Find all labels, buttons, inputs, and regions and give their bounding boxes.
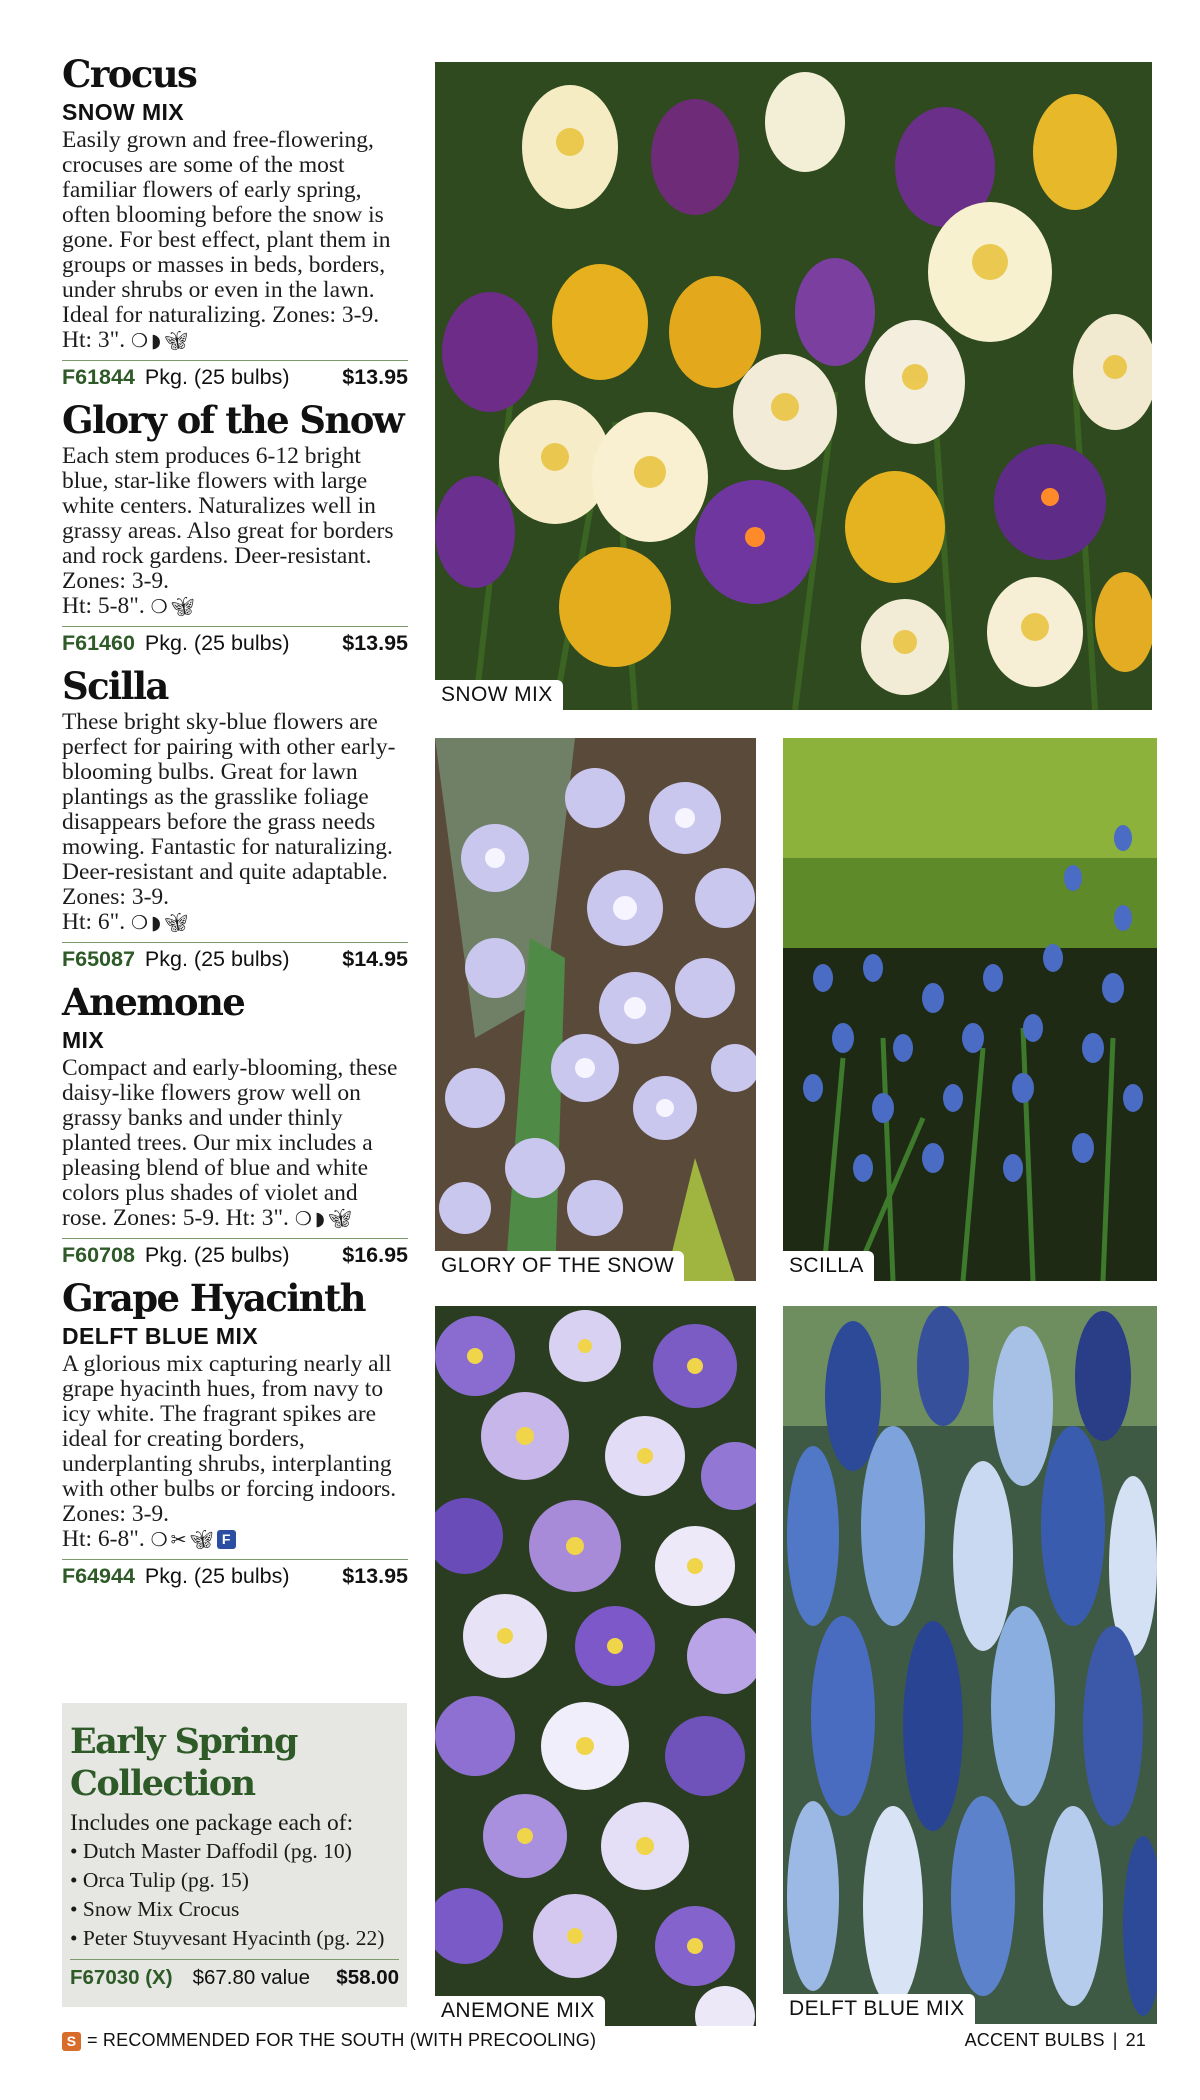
fragrant-badge-icon: F bbox=[217, 1530, 236, 1549]
package-size: Pkg. (25 bulbs) bbox=[144, 631, 290, 655]
package-size: Pkg. (25 bulbs) bbox=[144, 947, 290, 971]
product-grape-hyacinth bbox=[62, 1276, 408, 1597]
description-text: Each stem produces 6-12 bright blue, star-like flowers with large white centers. Naturalizes well in grassy areas. Also great for borders and rock gardens. Deer-resistant. Zones: 3-9. bbox=[62, 443, 394, 594]
half-sun-icon: ◗ bbox=[151, 912, 165, 934]
price: $13.95 bbox=[342, 365, 408, 389]
footer-legend bbox=[62, 2030, 596, 2051]
price: $13.95 bbox=[342, 1564, 408, 1588]
description-text: Easily grown and free-flowering, crocuses are some of the most familiar flowers of early spring, often blooming before the snow is gone. For best effect, plant them in groups or masses in beds, borders, under shrubs or even in the lawn. Ideal for naturalizing. Zones: 3-9. bbox=[62, 127, 391, 328]
description-text: These bright sky-blue flowers are perfect for pairing with other early-blooming bulbs. Great for lawn plantings as the grasslike foliage disappears before the grass needs mowing. Fantastic for naturalizing. Deer-resistant and quite adaptable. Zones: 3-9. bbox=[62, 709, 396, 910]
sku: F67030 (X) bbox=[70, 1966, 173, 1989]
scissors-icon: ✂ bbox=[170, 1529, 190, 1551]
south-badge-icon: S bbox=[62, 2032, 81, 2051]
product-subtitle: SNOW MIX bbox=[62, 99, 185, 125]
anemone-image bbox=[435, 1306, 756, 2026]
butterfly-icon: 🦋︎ bbox=[170, 596, 198, 618]
product-description bbox=[62, 1056, 408, 1232]
sun-icon: ❍ bbox=[131, 330, 152, 352]
product-description bbox=[62, 444, 408, 620]
product-description bbox=[62, 128, 408, 354]
description-text: Compact and early-blooming, these daisy-like flowers grow well on grassy banks and under thinly planted trees. Our mix includes a pleasing blend of blue and white colors plus shades of violet and rose. Zones: 5-9. Ht: 3". bbox=[62, 1055, 398, 1231]
sku: F64944 bbox=[62, 1564, 135, 1588]
anemone-mix-photo bbox=[435, 1306, 756, 2026]
growing-icons bbox=[131, 330, 191, 352]
sku: F65087 bbox=[62, 947, 135, 971]
half-sun-icon: ◗ bbox=[314, 1208, 328, 1230]
collection-title: Early Spring Collection bbox=[70, 1721, 298, 1804]
section-name: ACCENT BULBS bbox=[964, 2030, 1105, 2050]
butterfly-icon: 🦋︎ bbox=[164, 912, 192, 934]
half-sun-icon: ◗ bbox=[151, 330, 165, 352]
product-glory-of-the-snow bbox=[62, 398, 408, 664]
growing-icons bbox=[295, 1208, 355, 1230]
product-title: Glory of the Snow bbox=[62, 398, 404, 442]
order-row bbox=[62, 942, 408, 980]
photo-caption: SNOW MIX bbox=[435, 680, 563, 710]
legend-text: = RECOMMENDED FOR THE SOUTH (WITH PRECOOLING) bbox=[87, 2030, 597, 2050]
grape-hyacinth-image bbox=[783, 1306, 1157, 2024]
collection-order-row bbox=[70, 1959, 399, 1990]
package-size: Pkg. (25 bulbs) bbox=[144, 1564, 290, 1588]
height-text: Ht: 6". bbox=[62, 909, 126, 935]
photo-caption: SCILLA bbox=[783, 1251, 874, 1281]
early-spring-collection bbox=[62, 1703, 407, 2007]
product-crocus bbox=[62, 52, 408, 398]
growing-icons bbox=[151, 1529, 236, 1551]
height-text: Ht: 5-8". bbox=[62, 593, 145, 619]
snow-mix-photo bbox=[435, 62, 1152, 710]
product-anemone bbox=[62, 980, 408, 1276]
photo-caption: ANEMONE MIX bbox=[435, 1996, 605, 2026]
sku: F61844 bbox=[62, 365, 135, 389]
footer-page-info bbox=[965, 2030, 1146, 2051]
package-size: Pkg. (25 bulbs) bbox=[144, 365, 290, 389]
butterfly-icon: 🦋︎ bbox=[327, 1208, 355, 1230]
scilla-image bbox=[783, 738, 1157, 1281]
photo-caption: DELFT BLUE MIX bbox=[783, 1994, 975, 2024]
collection-item: • Peter Stuyvesant Hyacinth (pg. 22) bbox=[70, 1924, 399, 1953]
delft-blue-mix-photo bbox=[783, 1306, 1157, 2024]
growing-icons bbox=[151, 596, 198, 618]
butterfly-icon: 🦋︎ bbox=[189, 1529, 217, 1551]
description-text: A glorious mix capturing nearly all grape hyacinth hues, from navy to icy white. The fragrant spikes are ideal for creating borders, underplanting shrubs, interplanting with other bulbs or forcing indoors. Zones: 3-9. bbox=[62, 1351, 397, 1527]
product-title: Crocus bbox=[62, 52, 197, 96]
growing-icons bbox=[131, 912, 191, 934]
product-description bbox=[62, 710, 408, 936]
butterfly-icon: 🦋︎ bbox=[164, 330, 192, 352]
divider: | bbox=[1112, 2030, 1118, 2050]
glory-of-the-snow-image bbox=[435, 738, 756, 1281]
photo-caption: GLORY OF THE SNOW bbox=[435, 1251, 684, 1281]
sun-icon: ❍ bbox=[150, 1529, 171, 1551]
package-size: Pkg. (25 bulbs) bbox=[144, 1243, 290, 1267]
crocus-image bbox=[435, 62, 1152, 710]
height-text: Ht: 3". bbox=[62, 327, 126, 353]
glory-of-the-snow-photo bbox=[435, 738, 756, 1281]
collection-items bbox=[70, 1837, 399, 1953]
price: $14.95 bbox=[342, 947, 408, 971]
height-text: Ht: 6-8". bbox=[62, 1526, 145, 1552]
order-row bbox=[62, 1559, 408, 1597]
sku: F61460 bbox=[62, 631, 135, 655]
scilla-photo bbox=[783, 738, 1157, 1281]
product-subtitle: DELFT BLUE MIX bbox=[62, 1323, 258, 1349]
sun-icon: ❍ bbox=[131, 912, 152, 934]
product-title: Scilla bbox=[62, 664, 168, 708]
product-description bbox=[62, 1352, 408, 1553]
sun-icon: ❍ bbox=[150, 596, 171, 618]
collection-item: • Orca Tulip (pg. 15) bbox=[70, 1866, 399, 1895]
product-list bbox=[62, 52, 408, 1597]
product-subtitle: MIX bbox=[62, 1027, 105, 1053]
price: $16.95 bbox=[342, 1243, 408, 1267]
order-row bbox=[62, 360, 408, 398]
collection-intro: Includes one package each of: bbox=[70, 1810, 354, 1836]
collection-item: • Dutch Master Daffodil (pg. 10) bbox=[70, 1837, 399, 1866]
collection-value: $67.80 value bbox=[192, 1966, 310, 1989]
price: $58.00 bbox=[336, 1966, 399, 1989]
price: $13.95 bbox=[342, 631, 408, 655]
product-title: Anemone bbox=[62, 980, 245, 1024]
order-row bbox=[62, 1238, 408, 1276]
product-title: Grape Hyacinth bbox=[62, 1276, 365, 1320]
page-number: 21 bbox=[1125, 2030, 1146, 2050]
product-scilla bbox=[62, 664, 408, 980]
order-row bbox=[62, 626, 408, 664]
sun-icon: ❍ bbox=[294, 1208, 315, 1230]
collection-item: • Snow Mix Crocus bbox=[70, 1895, 399, 1924]
sku: F60708 bbox=[62, 1243, 135, 1267]
